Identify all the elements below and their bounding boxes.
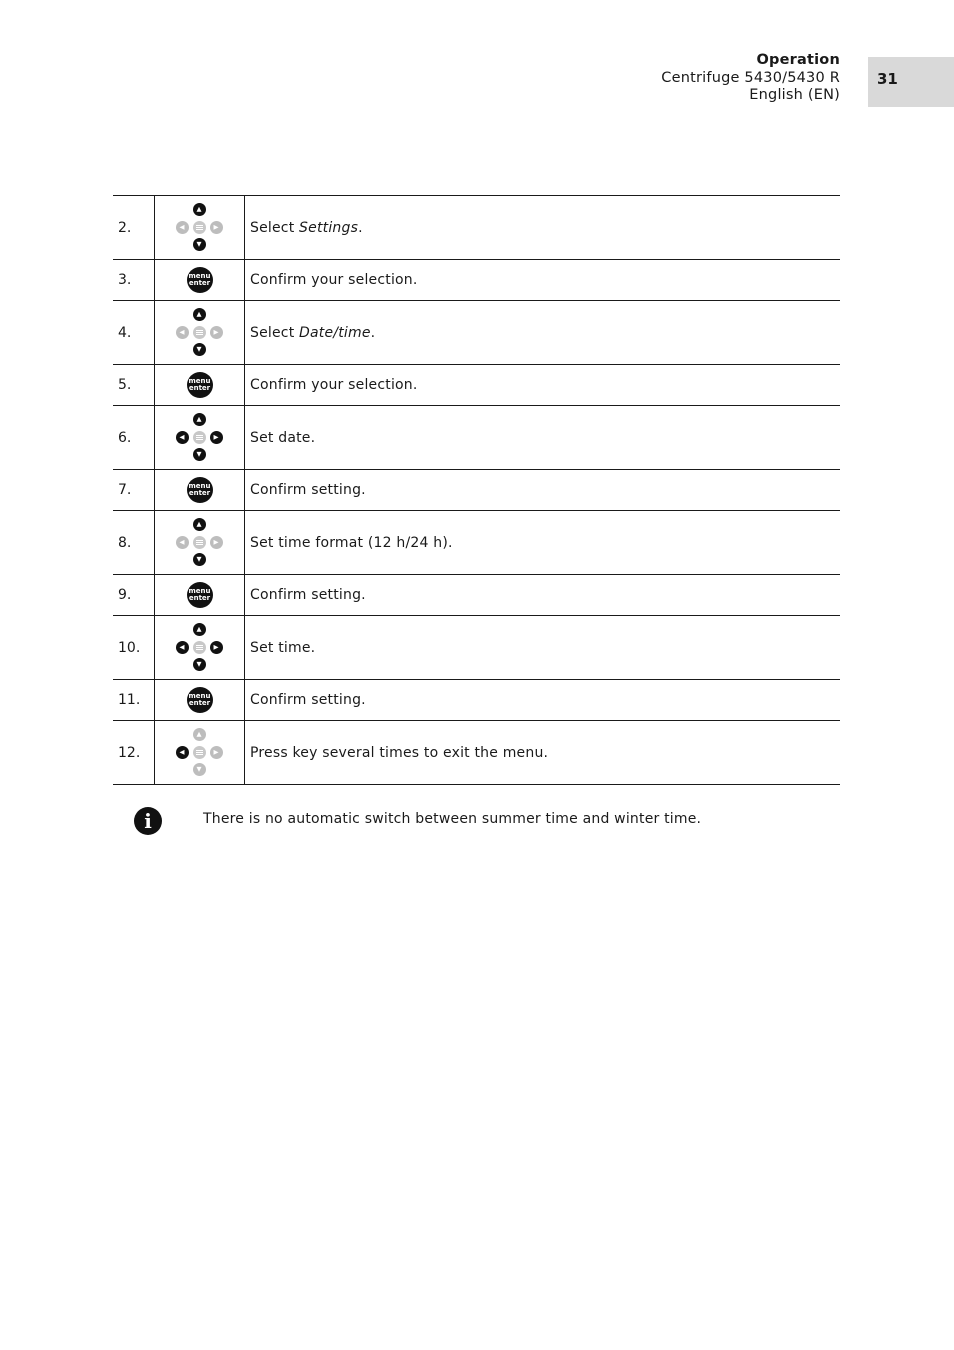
section-title: Operation	[756, 52, 840, 68]
step-number: 9.	[113, 575, 155, 616]
menu-center-icon	[193, 536, 206, 549]
arrow-left-icon: ◀	[176, 536, 189, 549]
step-row	[113, 260, 840, 301]
step-instruction	[245, 365, 841, 406]
arrow-down-icon: ▼	[193, 238, 206, 251]
arrow-up-icon: ▲	[193, 728, 206, 741]
menu-center-icon	[193, 326, 206, 339]
menu-label: menu	[188, 271, 211, 280]
instruction-text: Confirm your selection.	[250, 377, 418, 393]
step-row	[113, 575, 840, 616]
step-row	[113, 470, 840, 511]
arrow-pad-left-icon	[173, 726, 227, 780]
step-key-cell	[155, 575, 245, 616]
step-key-cell	[155, 301, 245, 365]
menu-enter-icon	[187, 372, 213, 398]
instruction-text: Confirm setting.	[250, 482, 366, 498]
step-row	[113, 406, 840, 470]
instruction-suffix: .	[370, 324, 376, 341]
arrow-down-icon: ▼	[193, 763, 206, 776]
step-number: 7.	[113, 470, 155, 511]
arrow-right-icon: ▶	[210, 746, 223, 759]
step-instruction	[245, 616, 841, 680]
step-row	[113, 721, 840, 785]
arrow-right-icon: ▶	[210, 431, 223, 444]
step-key-cell	[155, 196, 245, 260]
step-key-cell	[155, 470, 245, 511]
info-note	[113, 800, 840, 844]
instruction-text: Confirm setting.	[250, 692, 366, 708]
arrow-right-icon: ▶	[210, 536, 223, 549]
menu-center-icon	[193, 431, 206, 444]
step-instruction	[245, 721, 841, 785]
enter-label: enter	[188, 279, 211, 287]
arrow-pad-all-icon	[173, 621, 227, 675]
arrow-down-icon: ▼	[193, 448, 206, 461]
info-icon: i	[134, 807, 162, 835]
arrow-down-icon: ▼	[193, 343, 206, 356]
menu-label: menu	[188, 376, 211, 385]
instruction-suffix: .	[358, 219, 363, 236]
step-number: 8.	[113, 511, 155, 575]
instruction-text: Select	[250, 219, 300, 236]
instruction-text: Press key several times to exit the menu.	[250, 744, 549, 761]
step-row	[113, 301, 840, 365]
arrow-right-icon: ▶	[210, 641, 223, 654]
step-row	[113, 365, 840, 406]
step-key-cell	[155, 406, 245, 470]
menu-center-icon	[193, 641, 206, 654]
page-header	[661, 52, 840, 105]
instruction-text: Confirm setting.	[250, 587, 366, 603]
step-number: 6.	[113, 406, 155, 470]
step-instruction	[245, 301, 841, 365]
step-instruction	[245, 196, 841, 260]
step-key-cell	[155, 365, 245, 406]
menu-center-icon	[193, 221, 206, 234]
step-number: 5.	[113, 365, 155, 406]
step-number: 3.	[113, 260, 155, 301]
instruction-text: Select	[250, 324, 300, 341]
step-instruction	[245, 575, 841, 616]
arrow-up-icon: ▲	[193, 308, 206, 321]
step-number: 4.	[113, 301, 155, 365]
step-row	[113, 616, 840, 680]
menu-enter-icon	[187, 582, 213, 608]
menu-item-name: Settings	[299, 219, 359, 236]
page-number-tab	[868, 57, 954, 107]
step-row	[113, 511, 840, 575]
arrow-right-icon: ▶	[210, 326, 223, 339]
arrow-down-icon: ▼	[193, 658, 206, 671]
steps-table	[113, 195, 840, 785]
enter-label: enter	[188, 489, 211, 497]
arrow-pad-up-down-icon	[173, 516, 227, 570]
step-instruction	[245, 511, 841, 575]
menu-label: menu	[188, 691, 211, 700]
arrow-left-icon: ◀	[176, 641, 189, 654]
step-key-cell	[155, 511, 245, 575]
step-key-cell	[155, 680, 245, 721]
menu-enter-icon	[187, 477, 213, 503]
arrow-up-icon: ▲	[193, 413, 206, 426]
step-key-cell	[155, 616, 245, 680]
product-name: Centrifuge 5430/5430 R	[661, 69, 840, 86]
menu-label: menu	[188, 481, 211, 490]
step-key-cell	[155, 721, 245, 785]
instruction-text: Set date.	[250, 429, 316, 446]
arrow-pad-up-down-icon	[173, 201, 227, 255]
arrow-up-icon: ▲	[193, 518, 206, 531]
step-key-cell	[155, 260, 245, 301]
step-instruction	[245, 406, 841, 470]
step-number: 12.	[113, 721, 155, 785]
arrow-left-icon: ◀	[176, 221, 189, 234]
arrow-left-icon: ◀	[176, 431, 189, 444]
step-instruction	[245, 470, 841, 511]
menu-enter-icon	[187, 687, 213, 713]
menu-label: menu	[188, 586, 211, 595]
enter-label: enter	[188, 699, 211, 707]
step-row	[113, 680, 840, 721]
step-instruction	[245, 680, 841, 721]
language-label: English (EN)	[749, 87, 840, 103]
menu-enter-icon	[187, 267, 213, 293]
arrow-up-icon: ▲	[193, 623, 206, 636]
enter-label: enter	[188, 384, 211, 392]
page-number: 31	[877, 70, 898, 88]
arrow-left-icon: ◀	[176, 326, 189, 339]
arrow-right-icon: ▶	[210, 221, 223, 234]
step-number: 11.	[113, 680, 155, 721]
arrow-pad-all-icon	[173, 411, 227, 465]
instruction-text: Set time.	[250, 639, 316, 656]
step-instruction	[245, 260, 841, 301]
step-number: 2.	[113, 196, 155, 260]
arrow-up-icon: ▲	[193, 203, 206, 216]
arrow-down-icon: ▼	[193, 553, 206, 566]
instruction-text: Confirm your selection.	[250, 272, 418, 288]
menu-item-name: Date/time	[299, 324, 371, 341]
instruction-text: Set time format (12 h/24 h).	[250, 534, 453, 551]
step-number: 10.	[113, 616, 155, 680]
step-row	[113, 196, 840, 260]
arrow-pad-up-down-icon	[173, 306, 227, 360]
info-note-text: There is no automatic switch between summer time and winter time.	[203, 811, 702, 827]
arrow-left-icon: ◀	[176, 746, 189, 759]
menu-center-icon	[193, 746, 206, 759]
enter-label: enter	[188, 594, 211, 602]
